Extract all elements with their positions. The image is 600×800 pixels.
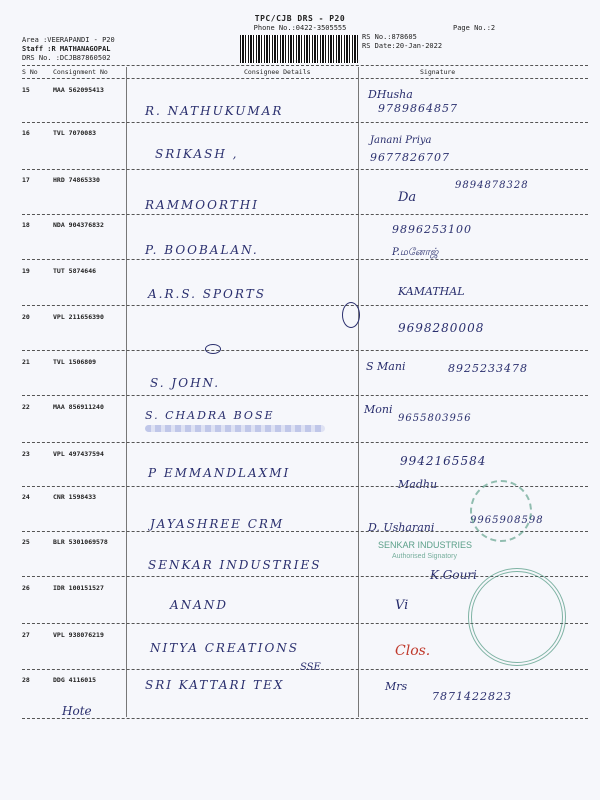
- row-serial-number: 23: [22, 450, 30, 458]
- row-serial-number: 28: [22, 676, 30, 684]
- consignment-number: CNR 1598433: [53, 493, 97, 501]
- consignment-number: VPL 497437594: [53, 450, 104, 458]
- consignee-name: S. CHADRA BOSE: [145, 409, 275, 422]
- row-divider: [22, 122, 588, 123]
- row-serial-number: 15: [22, 86, 30, 94]
- receiver-phone: 9942165584: [400, 454, 487, 468]
- receiver-signature: Moni: [364, 403, 393, 416]
- consignee-name: P EMMANDLAXMI: [148, 466, 291, 480]
- receiver-signature: Da: [398, 190, 417, 205]
- consignee-name: SENKAR INDUSTRIES: [148, 558, 322, 572]
- page-number: Page No.:2: [453, 24, 496, 32]
- consignee-name: SRIKASH ,: [155, 147, 239, 161]
- consignee-name: SRI KATTARI TEX: [145, 678, 285, 692]
- row-divider: [22, 718, 588, 719]
- consignee-name: A.R.S. SPORTS: [148, 287, 266, 301]
- row-divider: [22, 350, 588, 351]
- receiver-phone: 9896253100: [392, 223, 472, 236]
- consignee-name: S. JOHN.: [150, 376, 221, 390]
- row-serial-number: 20: [22, 313, 30, 321]
- consignment-number: IDR 100151527: [53, 584, 104, 592]
- receiver-signature: Vi: [395, 598, 409, 613]
- receiver-phone: 9894878328: [455, 180, 529, 191]
- row-serial-number: 17: [22, 176, 30, 184]
- row-serial-number: 19: [22, 267, 30, 275]
- round-stamp-icon: [470, 480, 532, 542]
- consignment-number: BLR 5301069578: [53, 538, 108, 546]
- consignment-number: MAA 856911240: [53, 403, 104, 411]
- col-header-consignee: Consignee Details: [244, 68, 311, 76]
- drs-number: DRS No. :DCJB87860502: [22, 54, 111, 62]
- consignment-number: VPL 211656390: [53, 313, 104, 321]
- receiver-signature: Clos.: [395, 643, 431, 659]
- consignment-number: HRD 74865330: [53, 176, 100, 184]
- row-serial-number: 24: [22, 493, 30, 501]
- receiver-signature: Janani Priya: [370, 135, 432, 146]
- receiver-signature: K.Gouri: [430, 568, 477, 582]
- row-divider: [22, 442, 588, 443]
- row-divider: [22, 259, 588, 260]
- row-serial-number: 22: [22, 403, 30, 411]
- receiver-phone: 9789864857: [378, 102, 458, 115]
- receiver-phone: 9655803956: [398, 413, 472, 424]
- receiver-signature: Madhu: [398, 478, 438, 491]
- row-serial-number: 16: [22, 129, 30, 137]
- header-left-meta: [22, 36, 115, 63]
- consignee-name: NITYA CREATIONS: [150, 641, 300, 655]
- ink-mark-icon: [342, 302, 360, 328]
- consignment-number: TVL 7070083: [53, 129, 97, 137]
- row-serial-number: 18: [22, 221, 30, 229]
- header-divider-top: [22, 65, 588, 66]
- row-serial-number: 27: [22, 631, 30, 639]
- round-stamp-icon: [468, 568, 566, 666]
- receiver-phone: 9965908598: [470, 515, 544, 526]
- row-divider: [22, 214, 588, 215]
- receiver-signature: D. Usharani: [368, 521, 435, 534]
- document-title: TPC/CJB DRS - P20: [254, 14, 346, 23]
- consignment-number: NDA 904376832: [53, 221, 104, 229]
- redaction-scribble: [145, 425, 325, 432]
- consignee-name: JAYASHREE CRM: [150, 517, 285, 531]
- col-header-sno: S No: [22, 68, 38, 76]
- col-header-signature: Signature: [420, 68, 456, 76]
- phone-number: Phone No.:0422-3505555: [253, 24, 347, 32]
- receiver-phone: 9698280008: [398, 321, 485, 335]
- consignment-number: TUT 5874646: [53, 267, 97, 275]
- receiver-signature: KAMATHAL: [398, 285, 465, 298]
- consignee-name: RAMMOORTHI: [145, 198, 259, 212]
- staff-label: Staff :R MATHANAGOPAL: [22, 45, 111, 53]
- column-divider: [358, 67, 359, 717]
- receiver-phone: 7871422823: [432, 690, 512, 703]
- header-right-meta: [362, 33, 442, 51]
- receiver-signature: P.மனோஜ்: [392, 247, 439, 258]
- consignment-number: VPL 938076219: [53, 631, 104, 639]
- rs-date: RS Date:20-Jan-2022: [362, 42, 443, 50]
- consignment-number: DDG 4116015: [53, 676, 97, 684]
- barcode-icon: [240, 35, 358, 63]
- row-divider: [22, 395, 588, 396]
- consignee-name: P. BOOBALAN.: [145, 243, 259, 257]
- consignee-name: R. NATHUKUMAR: [145, 104, 284, 118]
- col-header-consignment: Consignment No: [53, 68, 108, 76]
- ink-mark-icon: [205, 344, 221, 354]
- consignee-name: ANAND: [170, 598, 228, 612]
- receiver-phone: 9677826707: [370, 151, 450, 164]
- row-serial-number: 25: [22, 538, 30, 546]
- row-serial-number: 21: [22, 358, 30, 366]
- handwritten-note: SSE: [300, 662, 321, 673]
- consignment-number: TVL 1506809: [53, 358, 97, 366]
- company-stamp-text: SENKAR INDUSTRIES: [378, 540, 473, 550]
- row-divider: [22, 169, 588, 170]
- handwritten-note: Hote: [62, 704, 92, 718]
- receiver-signature: S Mani: [366, 360, 406, 373]
- stamp-signatory-text: Authorised Signatory: [392, 553, 457, 560]
- rs-number: RS No.:878605: [362, 33, 417, 41]
- receiver-signature: Mrs: [385, 680, 408, 693]
- receiver-phone: 8925233478: [448, 362, 528, 375]
- receiver-signature: DHusha: [368, 88, 413, 101]
- header-divider-bottom: [22, 78, 588, 79]
- row-divider: [22, 305, 588, 306]
- area-label: Area :VEERAPANDI - P20: [22, 36, 115, 44]
- column-divider: [126, 67, 127, 717]
- row-serial-number: 26: [22, 584, 30, 592]
- consignment-number: MAA 562095413: [53, 86, 104, 94]
